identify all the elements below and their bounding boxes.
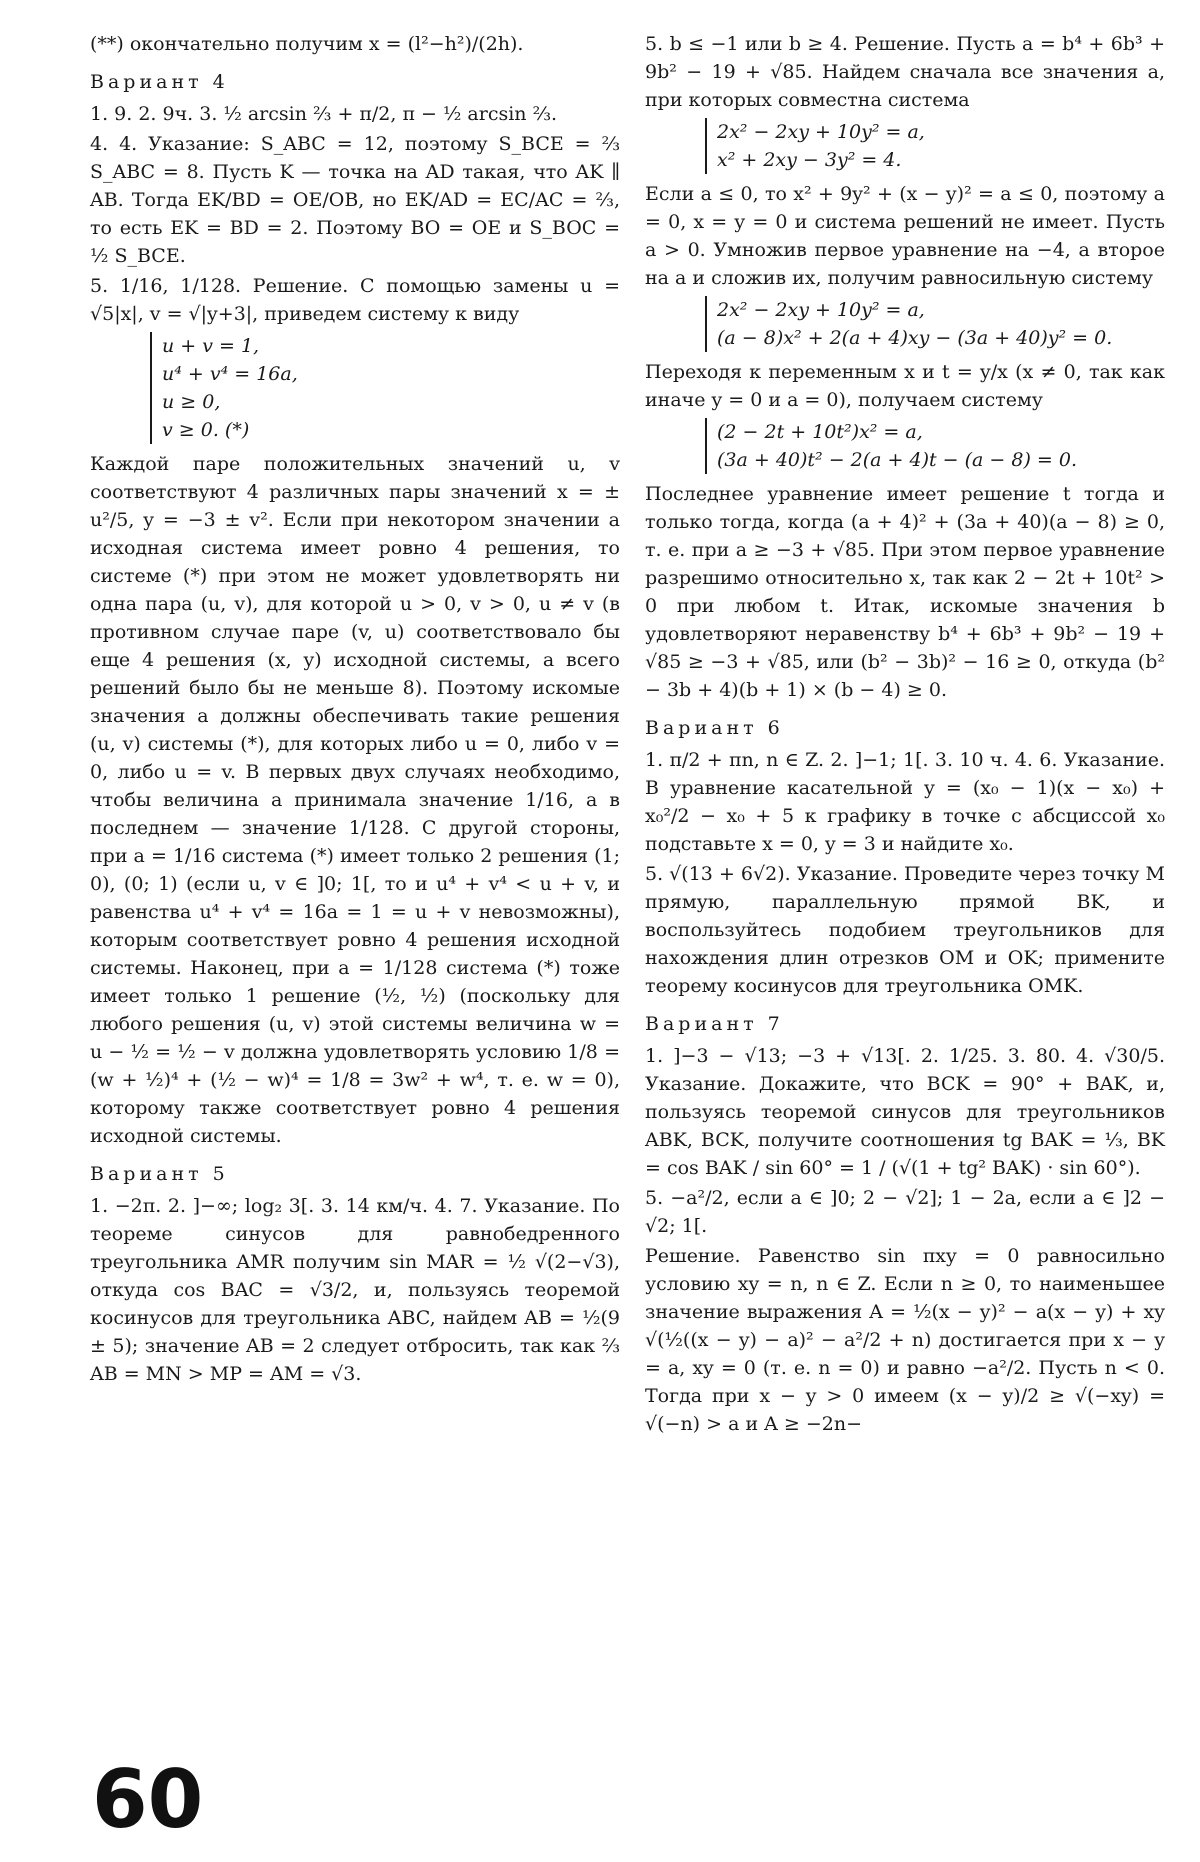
variant-7-title: Вариант 7 — [645, 1013, 784, 1035]
system-line: u ≥ 0, — [162, 391, 221, 413]
variant-5-answer-5: 5. b ≤ −1 или b ≥ 4. Решение. Пусть a = b⁴ + 6b³ + 9b² − 19 + √85. Найдем сначала все значения a, при которых совместна система — [645, 33, 1165, 111]
variant-7-text: 1. ]−3 − √13; −3 + √13[. 2. 1/25. 3. 80. 4. √30/5. Указание. Докажите, что BCK = 90° + BAK, и, пользуясь теоремой синусов для треугольников ABK, BCK, получите соотношения tg BAK = ⅓, BK = cos BAK / sin 60° = 1 / (√(1 + tg² BAK) · sin 60°). — [645, 1045, 1165, 1179]
variant-4-solution: Каждой паре положительных значений u, v соответствуют 4 различных пары значений x = ± u²/5, y = −3 ± v². Если при некотором значении a исходная система имеет ровно 4 решения, то системе (*) при этом не может удовлетворять ни одна пара (u, v), для которой u > 0, v > 0, u ≠ v (в противном случае паре (v, u) соответствовало бы еще 4 решения (x, y) исходной системы, а всего решений было бы не меньше 8). Поэтому искомые значения a должны обеспечивать такие решения (u, v) системы (*), для которых либо u = 0, либо v = 0, либо u = v. В первых двух случаях необходимо, чтобы величина a принимала значение 1/16, а в последнем — значение 1/128. С другой стороны, при a = 1/16 система (*) имеет только 2 решения (1; 0), (0; 1) (если u, v ∈ ]0; 1[, то и u⁴ + v⁴ < u + v, и равенства u⁴ + v⁴ = 16a = 1 = u + v невозможны), которым соответствует ровно 4 решения исходной системы. Наконец, при a = 1/128 система (*) тоже имеет только 1 решение (½, ½) (поскольку для любого решения (u, v) этой системы величина w = u − ½ = ½ − v должна удовлетворять условию 1/8 = (w + ½)⁴ + (½ − w)⁴ = 1/8 = 3w² + w⁴, т. е. w = 0), которому также соответствует ровно 4 решения исходной системы. — [90, 453, 620, 1147]
system-line: (3a + 40)t² − 2(a + 4)t − (a − 8) = 0. — [717, 449, 1077, 471]
system-line: (2 − 2t + 10t²)x² = a, — [717, 421, 923, 443]
paragraph-3: Последнее уравнение имеет решение t тогда и только тогда, когда (a + 4)² + (3a + 40)(a − 8) ≥ 0, т. е. при a ≥ −3 + √85. При этом первое уравнение разрешимо относительно x, так как 2 − 2t + 10t² > 0 при любом t. Итак, искомые значения b удовлетворяют неравенству b⁴ + 6b³ + 9b² − 19 + √85 ≥ −3 + √85, или (b² − 3b)² − 16 ≥ 0, откуда (b² − 3b + 4)(b + 1) × (b − 4) ≥ 0. — [645, 483, 1165, 701]
system-line: u + v = 1, — [162, 335, 260, 357]
system-2 — [705, 296, 1165, 352]
system-star — [150, 332, 620, 444]
variant-6-title: Вариант 6 — [645, 717, 784, 739]
variant-4-title: Вариант 4 — [90, 71, 229, 93]
system-line: 2x² − 2xy + 10y² = a, — [717, 299, 925, 321]
system-line: 2x² − 2xy + 10y² = a, — [717, 121, 925, 143]
system-line: x² + 2xy − 3y² = 4. — [717, 149, 902, 171]
variant-4-answer-4: 4. 4. Указание: S_ABC = 12, поэтому S_BCE = ⅔ S_ABC = 8. Пусть K — точка на AD такая, что AK ∥ AB. Тогда EK/BD = OE/OB, но EK/AD = EC/AC = ⅔, то есть EK = BD = 2. Поэтому BO = OE и S_BOC = ½ S_BCE. — [90, 133, 620, 267]
variant-4-answer-5: 5. 1/16, 1/128. Решение. С помощью замены u = √5|x|, v = √|y+3|, приведем систему к виду — [90, 275, 620, 325]
system-line: u⁴ + v⁴ = 16a, — [162, 363, 298, 385]
intro-line: (**) окончательно получим x = (l²−h²)/(2h). — [90, 33, 524, 55]
variant-7-solution: Решение. Равенство sin πxy = 0 равносильно условию xy = n, n ∈ Z. Если n ≥ 0, то наименьшее значение выражения A = ½(x − y)² − a(x − y) + xy √(½((x − y) − a)² − a²/2 + n) достигается при x − y = a, xy = 0 (т. е. n = 0) и равно −a²/2. Пусть n < 0. Тогда при x − y > 0 имеем (x − y)/2 ≥ √(−xy) = √(−n) > a и A ≥ −2n− — [645, 1245, 1165, 1435]
system-line: v ≥ 0. (*) — [162, 419, 250, 441]
variant-5-title: Вариант 5 — [90, 1163, 229, 1185]
system-3 — [705, 418, 1165, 474]
page-number: 60 — [92, 1753, 204, 1846]
variant-4-answers-1-3: 1. 9. 2. 9ч. 3. ½ arcsin ⅔ + π/2, π − ½ arcsin ⅔. — [90, 103, 558, 125]
variant-5-text: 1. −2π. 2. ]−∞; log₂ 3[. 3. 14 км/ч. 4. 7. Указание. По теореме синусов для равнобедренного треугольника AMR получим sin MAR = ½ √(2−√3), откуда cos BAC = √3/2, и, пользуясь теоремой косинусов для треугольника ABC, найдем AB = ½(9 ± 5); значение AB = 2 следует отбросить, так как ⅔ AB = MN > MP = AM = √3. — [90, 1195, 620, 1385]
variant-6-answer-5: 5. √(13 + 6√2). Указание. Проведите через точку M прямую, параллельную прямой BK, и воспользуйтесь подобием треугольников для нахождения длин отрезков OM и OK; примените теорему косинусов для треугольника OMK. — [645, 863, 1165, 997]
left-column — [90, 30, 620, 1390]
variant-6-text: 1. π/2 + πn, n ∈ Z. 2. ]−1; 1[. 3. 10 ч. 4. 6. Указание. В уравнение касательной y = (x₀ − 1)(x − x₀) + x₀²/2 − x₀ + 5 к графику в точке с абсциссой x₀ подставьте x = 0, y = 3 и найдите x₀. — [645, 749, 1165, 855]
system-1 — [705, 118, 1165, 174]
right-column — [645, 30, 1165, 1440]
variant-7-answer-5: 5. −a²/2, если a ∈ ]0; 2 − √2]; 1 − 2a, если a ∈ ]2 − √2; 1[. — [645, 1187, 1165, 1237]
paragraph-2: Переходя к переменным x и t = y/x (x ≠ 0, так как иначе y = 0 и a = 0), получаем систему — [645, 361, 1165, 411]
paragraph-1: Если a ≤ 0, то x² + 9y² + (x − y)² = a ≤ 0, поэтому a = 0, x = y = 0 и система решений не имеет. Пусть a > 0. Умножив первое уравнение на −4, а второе на a и сложив их, получим равносильную систему — [645, 183, 1165, 289]
system-line: (a − 8)x² + 2(a + 4)xy − (3a + 40)y² = 0. — [717, 327, 1113, 349]
